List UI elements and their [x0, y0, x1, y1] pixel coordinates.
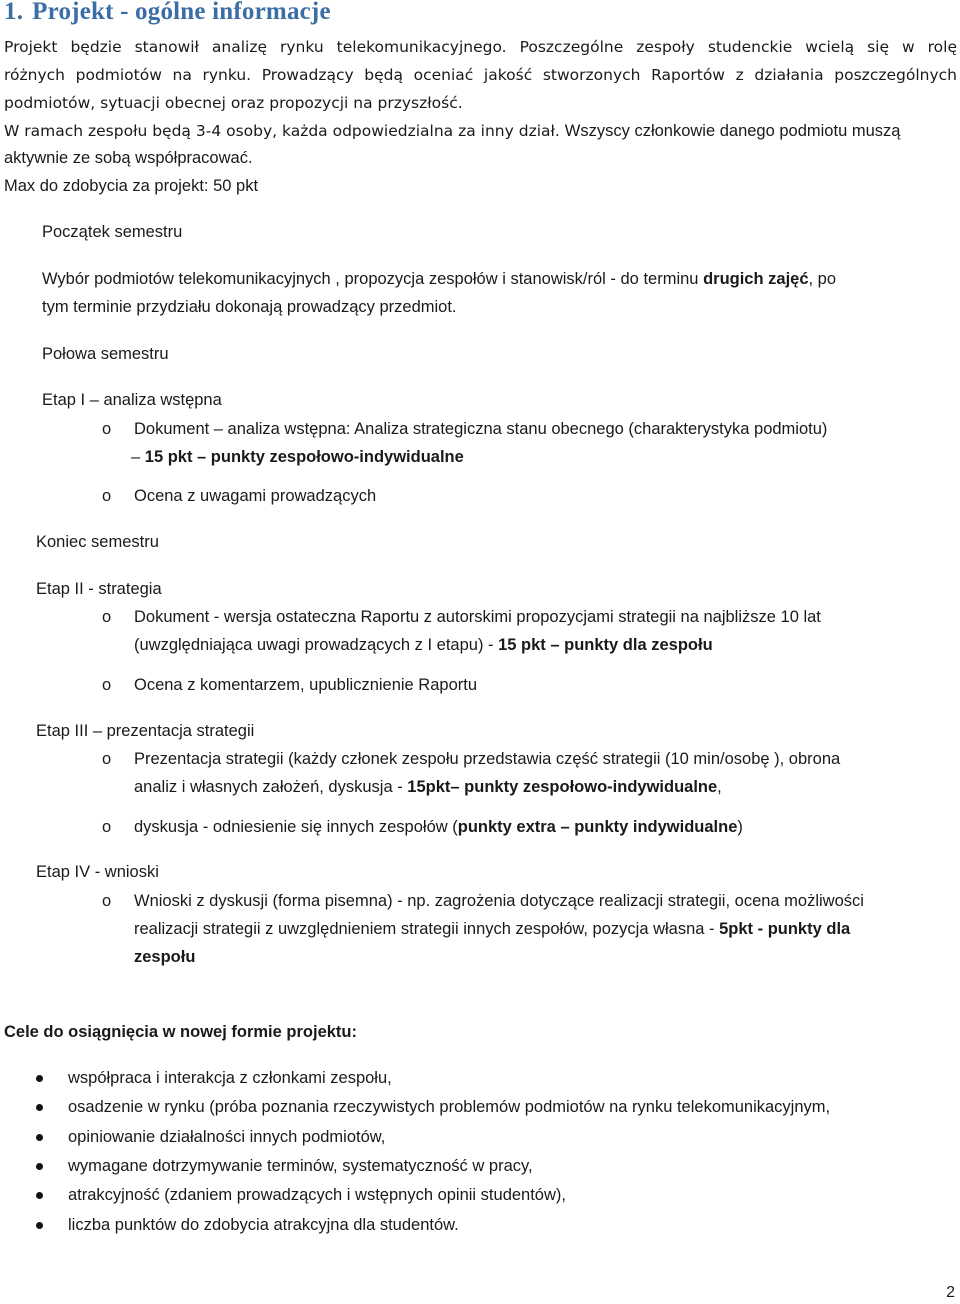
list-marker: o — [102, 676, 112, 694]
bullet-dot — [36, 1104, 43, 1111]
goal-item: liczba punktów do zdobycia atrakcyjna dla studentów. — [68, 1216, 459, 1234]
team-line-2: aktywnie ze sobą współpracować. — [4, 149, 253, 167]
stage-4-item-1-line-2 — [134, 919, 850, 939]
stage-4-points: 5pkt - punkty dla — [719, 920, 851, 938]
team-text-a: W ramach zespołu będą 3-4 osoby, każda odpowiedzialna za inny dział. — [4, 122, 560, 140]
bullet-dot — [36, 1163, 43, 1170]
start-text-c: , po — [808, 270, 837, 288]
stage-2-title: Etap II - strategia — [36, 580, 162, 598]
stage-3-item-2-close: ) — [737, 818, 743, 836]
stage-3-points: 15pkt– punkty zespołowo-indywidualne — [407, 778, 718, 796]
list-marker: o — [102, 608, 112, 626]
section-heading — [4, 0, 331, 26]
half-title: Połowa semestru — [42, 345, 169, 363]
stage-2-text: (uwzględniająca uwagi prowadzących z I etapu) - — [134, 636, 499, 654]
stage-4-item-1-line-1: Wnioski z dyskusji (forma pisemna) - np. zagrożenia dotyczące realizacji strategii, ocena możliwości — [134, 892, 864, 910]
goal-item: współpraca i interakcja z członkami zespołu, — [68, 1069, 392, 1087]
stage-1-item-1-line-1: Dokument – analiza wstępna: Analiza strategiczna stanu obecnego (charakterystyka podmiotu) — [134, 420, 828, 438]
list-marker: o — [102, 892, 112, 910]
list-marker: o — [102, 750, 112, 768]
start-line-2: tym terminie przydziału dokonają prowadzący przedmiot. — [42, 298, 457, 316]
stage-3-item-1-line-1: Prezentacja strategii (każdy członek zespołu przedstawia część strategii (10 min/osobę ), obrona — [134, 750, 841, 768]
stage-3-comma: , — [717, 778, 722, 796]
bullet-dot — [36, 1222, 43, 1229]
stage-4-points-cont: zespołu — [134, 948, 196, 966]
stage-1-item-2: Ocena z uwagami prowadzących — [134, 487, 377, 505]
stage-2-item-1-line-2 — [134, 635, 713, 655]
list-marker: o — [102, 420, 112, 438]
bullet-dot — [36, 1192, 43, 1199]
max-points: Max do zdobycia za projekt: 50 pkt — [4, 177, 259, 195]
stage-4-title: Etap IV - wnioski — [36, 863, 159, 881]
list-marker: o — [102, 487, 112, 505]
team-text-b: Wszyscy członkowie danego podmiotu muszą — [564, 122, 901, 140]
goals-title — [4, 1022, 357, 1042]
stage-1-dash: – — [131, 448, 145, 466]
list-marker: o — [102, 818, 112, 836]
stage-3-item-2-text: dyskusja - odniesienie się innych zespołów ( — [134, 818, 458, 836]
goal-item: osadzenie w rynku (próba poznania rzeczywistych problemów podmiotów na rynku telekomunikacyjnym, — [68, 1098, 831, 1116]
stage-2-item-2: Ocena z komentarzem, upublicznienie Raportu — [134, 676, 478, 694]
goal-item: atrakcyjność (zdaniem prowadzących i wstępnych opinii studentów), — [68, 1186, 566, 1204]
intro-line-2: różnych podmiotów na rynku. Prowadzący będą oceniać jakość stworzonych Raportów z działania poszczególnych — [4, 66, 957, 84]
start-line-1 — [42, 269, 836, 289]
section-number: 1. — [4, 0, 24, 25]
stage-3-item-1-line-2 — [134, 777, 722, 797]
team-line-1 — [4, 121, 900, 141]
goal-item: wymagane dotrzymywanie terminów, systematyczność w pracy, — [68, 1157, 533, 1175]
section-title: Projekt - ogólne informacje — [32, 0, 331, 25]
end-title: Koniec semestru — [36, 533, 159, 551]
intro-line-1: Projekt będzie stanowił analizę rynku telekomunikacyjnego. Poszczególne zespoły studenckie wcielą się w rolę — [4, 38, 957, 56]
stage-3-item-2 — [134, 817, 743, 837]
start-title: Początek semestru — [42, 223, 183, 241]
stage-4-item-1-line-3 — [134, 947, 195, 967]
start-deadline: drugich zajęć — [703, 270, 809, 288]
stage-2-points: 15 pkt – punkty dla zespołu — [498, 636, 713, 654]
bullet-dot — [36, 1075, 43, 1082]
intro-line-3: podmiotów, sytuacji obecnej oraz propozycji na przyszłość. — [4, 94, 463, 112]
page-number: 2 — [946, 1284, 955, 1301]
start-text-a: Wybór podmiotów telekomunikacyjnych , propozycja zespołów i stanowisk/ról - do terminu — [42, 270, 704, 288]
stage-3-text: analiz i własnych założeń, dyskusja - — [134, 778, 408, 796]
stage-3-extra-points: punkty extra – punkty indywidualne — [457, 818, 738, 836]
goals-title-text: Cele do osiągnięcia w nowej formie projektu: — [4, 1023, 357, 1041]
stage-1-item-1-line-2 — [131, 447, 464, 467]
stage-1-points: 15 pkt – punkty zespołowo-indywidualne — [144, 448, 464, 466]
stage-3-title: Etap III – prezentacja strategii — [36, 722, 255, 740]
goal-item: opiniowanie działalności innych podmiotów, — [68, 1128, 386, 1146]
stage-4-text: realizacji strategii z uwzględnieniem strategii innych zespołów, pozycja własna - — [134, 920, 720, 938]
bullet-dot — [36, 1134, 43, 1141]
stage-1-title: Etap I – analiza wstępna — [42, 391, 222, 409]
stage-2-item-1-line-1: Dokument - wersja ostateczna Raportu z autorskimi propozycjami strategii na najbliższe 10 lat — [134, 608, 821, 626]
